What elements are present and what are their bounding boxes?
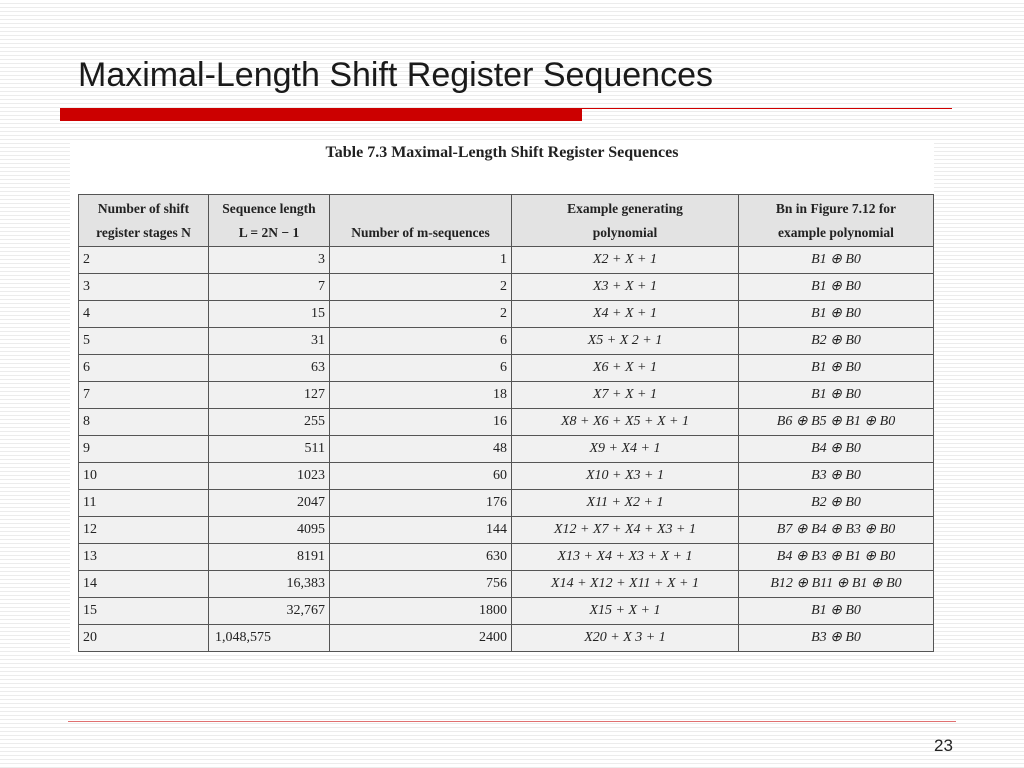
table-row	[79, 598, 934, 625]
header-stages-line2: register stages N	[96, 224, 191, 240]
table-row	[79, 544, 934, 571]
table-row	[79, 382, 934, 409]
cell-stages: 8	[79, 409, 209, 436]
table-row	[79, 625, 934, 652]
cell-m-sequence-count: 48	[330, 436, 512, 463]
cell-stages: 13	[79, 544, 209, 571]
table-row	[79, 355, 934, 382]
cell-stages: 15	[79, 598, 209, 625]
header-count-label: Number of m-sequences	[351, 225, 490, 240]
cell-m-sequence-count: 2400	[330, 625, 512, 652]
cell-m-sequence-count: 2	[330, 301, 512, 328]
header-poly-line2: polynomial	[592, 224, 658, 240]
cell-polynomial: X11 + X2 + 1	[512, 490, 739, 517]
header-polynomial	[512, 195, 739, 247]
cell-sequence-length: 15	[209, 301, 330, 328]
header-bn	[739, 195, 934, 247]
header-stages-line1: Number of shift	[97, 200, 190, 216]
cell-m-sequence-count: 18	[330, 382, 512, 409]
table-header-row	[79, 195, 934, 247]
cell-polynomial: X20 + X 3 + 1	[512, 625, 739, 652]
cell-m-sequence-count: 60	[330, 463, 512, 490]
cell-stages: 10	[79, 463, 209, 490]
cell-bn-expression: B4 ⊕ B0	[739, 436, 934, 463]
header-bn-line2: example polynomial	[778, 224, 894, 240]
cell-polynomial: X15 + X + 1	[512, 598, 739, 625]
cell-bn-expression: B1 ⊕ B0	[739, 598, 934, 625]
table-row	[79, 247, 934, 274]
cell-m-sequence-count: 6	[330, 328, 512, 355]
cell-polynomial: X8 + X6 + X5 + X + 1	[512, 409, 739, 436]
cell-m-sequence-count: 176	[330, 490, 512, 517]
footer-divider-line	[68, 721, 956, 722]
cell-bn-expression: B3 ⊕ B0	[739, 625, 934, 652]
table-row	[79, 301, 934, 328]
cell-stages: 9	[79, 436, 209, 463]
cell-m-sequence-count: 16	[330, 409, 512, 436]
cell-bn-expression: B1 ⊕ B0	[739, 355, 934, 382]
title-accent-bar	[60, 108, 582, 121]
cell-sequence-length: 31	[209, 328, 330, 355]
cell-stages: 11	[79, 490, 209, 517]
cell-sequence-length: 1023	[209, 463, 330, 490]
cell-polynomial: X3 + X + 1	[512, 274, 739, 301]
cell-sequence-length: 32,767	[209, 598, 330, 625]
cell-stages: 12	[79, 517, 209, 544]
cell-sequence-length: 255	[209, 409, 330, 436]
cell-sequence-length: 4095	[209, 517, 330, 544]
table-row	[79, 436, 934, 463]
cell-sequence-length: 3	[209, 247, 330, 274]
header-poly-line1: Example generating	[567, 200, 683, 216]
slide-number: 23	[934, 736, 953, 755]
cell-polynomial: X5 + X 2 + 1	[512, 328, 739, 355]
cell-sequence-length: 16,383	[209, 571, 330, 598]
cell-m-sequence-count: 1	[330, 247, 512, 274]
cell-stages: 3	[79, 274, 209, 301]
table-row	[79, 409, 934, 436]
table-row	[79, 463, 934, 490]
cell-sequence-length: 1,048,575	[209, 625, 330, 652]
header-length-line1: Sequence length	[222, 200, 316, 216]
cell-stages: 5	[79, 328, 209, 355]
table-row	[79, 517, 934, 544]
cell-m-sequence-count: 144	[330, 517, 512, 544]
table-row	[79, 328, 934, 355]
cell-polynomial: X14 + X12 + X11 + X + 1	[512, 571, 739, 598]
cell-sequence-length: 2047	[209, 490, 330, 517]
cell-bn-expression: B3 ⊕ B0	[739, 463, 934, 490]
header-length-line2: L = 2N − 1	[238, 224, 300, 240]
cell-stages: 14	[79, 571, 209, 598]
cell-stages: 6	[79, 355, 209, 382]
cell-bn-expression: B1 ⊕ B0	[739, 301, 934, 328]
table-row	[79, 571, 934, 598]
cell-polynomial: X9 + X4 + 1	[512, 436, 739, 463]
header-bn-line1: Bn in Figure 7.12 for	[775, 200, 897, 216]
table-figure	[70, 140, 934, 652]
cell-sequence-length: 511	[209, 436, 330, 463]
cell-stages: 2	[79, 247, 209, 274]
cell-bn-expression: B1 ⊕ B0	[739, 274, 934, 301]
cell-m-sequence-count: 1800	[330, 598, 512, 625]
cell-sequence-length: 8191	[209, 544, 330, 571]
header-length	[209, 195, 330, 247]
slide-title: Maximal-Length Shift Register Sequences	[78, 56, 713, 94]
cell-stages: 20	[79, 625, 209, 652]
cell-sequence-length: 7	[209, 274, 330, 301]
cell-bn-expression: B7 ⊕ B4 ⊕ B3 ⊕ B0	[739, 517, 934, 544]
cell-m-sequence-count: 2	[330, 274, 512, 301]
cell-bn-expression: B6 ⊕ B5 ⊕ B1 ⊕ B0	[739, 409, 934, 436]
cell-polynomial: X4 + X + 1	[512, 301, 739, 328]
cell-m-sequence-count: 630	[330, 544, 512, 571]
cell-polynomial: X12 + X7 + X4 + X3 + 1	[512, 517, 739, 544]
cell-m-sequence-count: 756	[330, 571, 512, 598]
cell-bn-expression: B1 ⊕ B0	[739, 382, 934, 409]
cell-bn-expression: B12 ⊕ B11 ⊕ B1 ⊕ B0	[739, 571, 934, 598]
cell-polynomial: X13 + X4 + X3 + X + 1	[512, 544, 739, 571]
cell-stages: 7	[79, 382, 209, 409]
header-stages	[79, 195, 209, 247]
cell-bn-expression: B2 ⊕ B0	[739, 328, 934, 355]
cell-stages: 4	[79, 301, 209, 328]
cell-sequence-length: 127	[209, 382, 330, 409]
table-row	[79, 274, 934, 301]
cell-bn-expression: B4 ⊕ B3 ⊕ B1 ⊕ B0	[739, 544, 934, 571]
cell-m-sequence-count: 6	[330, 355, 512, 382]
m-sequence-table	[78, 194, 934, 652]
cell-bn-expression: B1 ⊕ B0	[739, 247, 934, 274]
cell-polynomial: X7 + X + 1	[512, 382, 739, 409]
table-row	[79, 490, 934, 517]
header-count	[330, 195, 512, 247]
cell-polynomial: X6 + X + 1	[512, 355, 739, 382]
cell-polynomial: X10 + X3 + 1	[512, 463, 739, 490]
cell-sequence-length: 63	[209, 355, 330, 382]
cell-bn-expression: B2 ⊕ B0	[739, 490, 934, 517]
table-caption: Table 7.3 Maximal-Length Shift Register Sequences	[325, 144, 679, 161]
cell-polynomial: X2 + X + 1	[512, 247, 739, 274]
